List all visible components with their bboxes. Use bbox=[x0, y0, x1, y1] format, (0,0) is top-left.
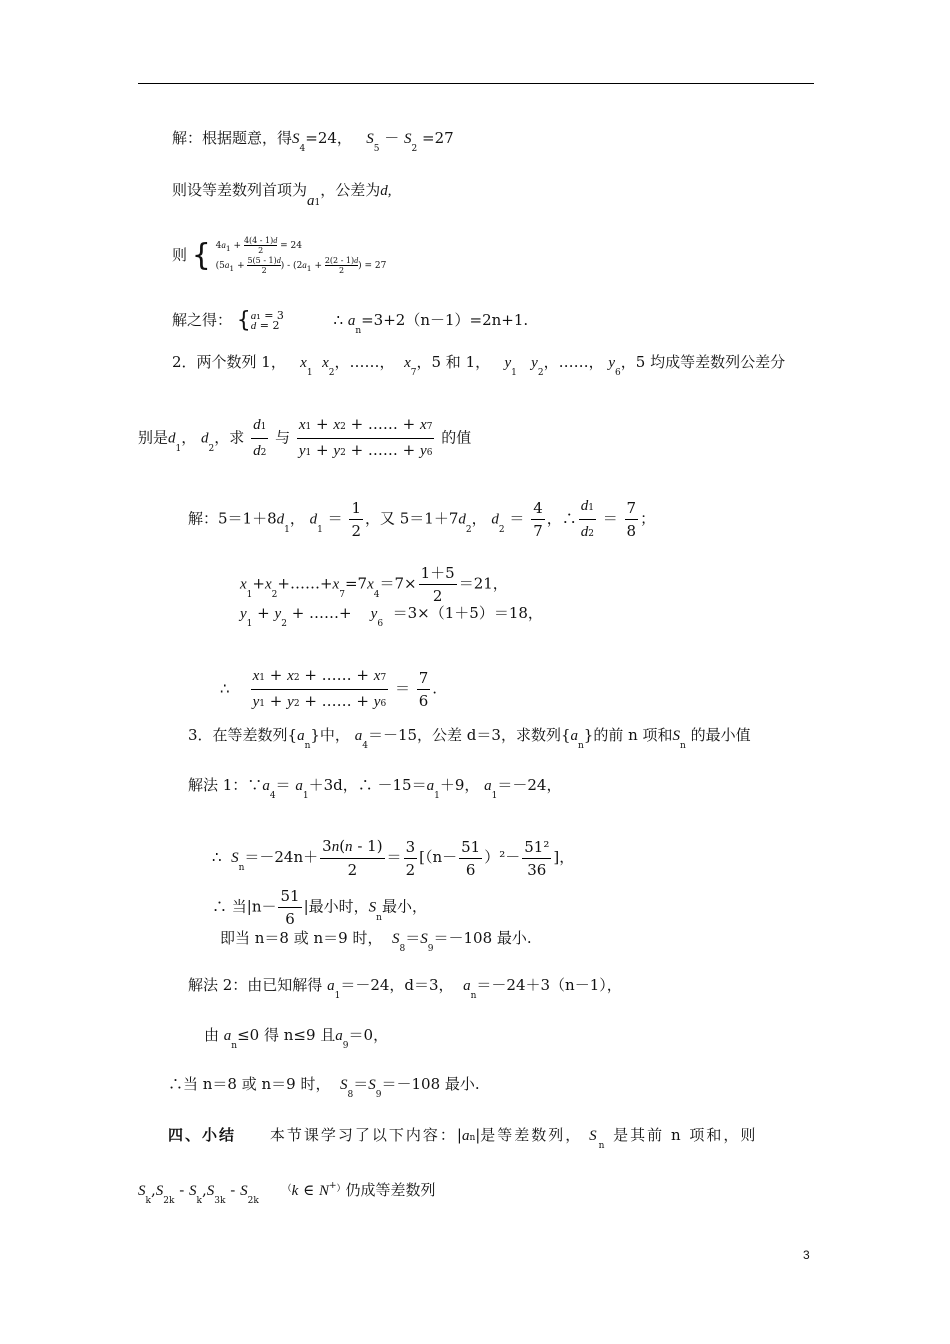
text: ，求 bbox=[214, 428, 245, 447]
text: 是其前 n 项和，则 bbox=[613, 1126, 758, 1144]
text: 解法 2：由已知解得 bbox=[188, 976, 323, 994]
text: ＝－24， bbox=[497, 776, 562, 794]
text: ∴ bbox=[212, 848, 222, 866]
text: ∴当 n＝8 或 n＝9 时， bbox=[168, 1075, 331, 1093]
text: 的最小值 bbox=[690, 726, 751, 744]
text: 解法 1：∵ bbox=[188, 776, 263, 794]
text: =24， bbox=[305, 129, 352, 147]
text: 的值 bbox=[441, 428, 472, 447]
text: ，……， bbox=[334, 353, 395, 371]
equation-system bbox=[172, 236, 386, 276]
text: ＝3×（1＋5）＝18， bbox=[392, 604, 543, 622]
text: ＝－108 最小. bbox=[433, 929, 532, 947]
text: ＝－15，公差 d＝3，求数列{ bbox=[367, 726, 571, 744]
problem-2-line-1: 2．两个数列 1， $x_1$ $x_2$，……， $x_7$，5 和 1， $y_1$ $y_2$，……， $y_6$，5 均成等差数列公差分 bbox=[172, 353, 786, 378]
text: ，又 5＝1＋7 bbox=[364, 509, 459, 528]
text: 与 bbox=[275, 428, 291, 447]
text: 则设等差数列首项为 bbox=[172, 181, 308, 199]
section-title: 四、小结 bbox=[168, 1126, 237, 1144]
solution-result: 解之得： { a₁ = 3 d = 2 ∴ $a_n=3+2(n-1)=2n+1$. bbox=[172, 308, 529, 336]
text: ＝－108 最小. bbox=[381, 1075, 480, 1093]
text: 别是 bbox=[138, 428, 169, 447]
text: 仍成等差数列 bbox=[345, 1181, 436, 1199]
method-1-line-2: ∴ $S_n=-24n+$ $\frac{3n(n - 1)}{2}$ ＝ $\frac{3}{2}$ [（n－ $\frac{51}{6}$ ）²－ $\frac{\text{51²}}{36}$ ]， bbox=[212, 837, 575, 879]
summary-line-1: 四、小结 本节课学习了以下内容：|an|是等差数列， $S_n$ 是其前 n 项和，则 bbox=[168, 1126, 758, 1151]
text: ∴ bbox=[333, 311, 344, 329]
text: ，5 均成等差数列公差分 bbox=[620, 353, 786, 371]
text: ＝0， bbox=[348, 1026, 389, 1044]
text: ，公差为 bbox=[320, 181, 381, 199]
text: 是等差数列， bbox=[480, 1126, 583, 1144]
text: 2．两个数列 1， bbox=[172, 353, 286, 371]
text: ，……， bbox=[543, 353, 604, 371]
text: ＝－24，d＝3， bbox=[340, 976, 454, 994]
text: ]， bbox=[553, 848, 575, 866]
summary-line-2: $S_k,S_{2k} - S_k,S_{3k} - S_{2k}$ （k ∈ N+）仍成等差数列 bbox=[138, 1181, 436, 1206]
text: ，∴ bbox=[546, 509, 577, 528]
text: }的前 n 项和 bbox=[583, 726, 673, 744]
text: ＝－24＋3（n－1）， bbox=[476, 976, 622, 994]
text: ＝7× bbox=[379, 574, 417, 593]
solution-2-line-4: ∴ $\frac{x1 + x2 + \dots\dots + x7}{y1 + y2 + \dots\dots + y6}$ ＝ $\frac{7}{6}$ . bbox=[220, 666, 438, 710]
method-1-line-4: 即当 n＝8 或 n＝9 时， $S_8=S_9=-108$ 最小. bbox=[220, 929, 532, 954]
text: ∴ bbox=[220, 679, 230, 698]
text: 即当 n＝8 或 n＝9 时， bbox=[220, 929, 383, 947]
method-2-line-2: 由 $a_n\le 0$ 得 n≤9 且$a_9=0$， bbox=[204, 1026, 389, 1051]
text: }中， bbox=[310, 726, 350, 744]
method-2-line-3: ∴当 n＝8 或 n＝9 时， $S_8=S_9=-108$ 最小. bbox=[168, 1075, 480, 1100]
page-number: 3 bbox=[803, 1248, 810, 1262]
text: 解之得： bbox=[172, 311, 233, 329]
text: ＝－24n＋ bbox=[244, 848, 319, 866]
solution-2-line-3: $y_1 + y_2$ + ……+ $y_6 =3\times(1+5)=18$， bbox=[240, 604, 543, 629]
text: |最小时， bbox=[303, 897, 369, 916]
text: 本节课学习了以下内容： bbox=[269, 1126, 457, 1144]
text: 3．在等差数列{ bbox=[188, 726, 298, 744]
problem-3: 3．在等差数列$\{a_n\}$中， $a_4=-15$，公差 d＝3，求数列$\{a_n\}$的前 n 项和$S_n$ 的最小值 bbox=[188, 726, 751, 751]
text: =27 bbox=[422, 129, 454, 147]
brace-symbol: { bbox=[236, 308, 251, 333]
text: ＋9， bbox=[439, 776, 480, 794]
text: =7 bbox=[344, 574, 368, 593]
text: [（n－ bbox=[419, 848, 458, 866]
problem-2-line-2: 别是$d_1$， $d_2$，求 $\frac{d1}{d2}$ 与 $\frac{x1 + x2 + \dots\dots + x7}{y1 + y2 + \dots\dots + y6}$ 的值 bbox=[138, 415, 472, 459]
method-2-line-1: 解法 2：由已知解得 $a_1=-24$，d＝3， $a_n=-24+3(n-1)$， bbox=[188, 976, 622, 1001]
text: － bbox=[384, 129, 400, 147]
text: ＝ bbox=[275, 776, 291, 794]
brace-symbol: { bbox=[191, 237, 211, 273]
text: 由 bbox=[204, 1026, 220, 1044]
text: 解：5＝1＋8 bbox=[188, 509, 277, 528]
system-body: $4a_1$ + $\frac{4(4 - 1)d}{2}$ = 24 ($5a_1$ + $\frac{5(5 - 1)d}{2}$ ) - ($2a_1$ + $\frac{2(2 - 1)d}{2}$ ) = 27 bbox=[215, 236, 387, 275]
solution-line-2: 则设等差数列首项为a1，公差为d, bbox=[172, 181, 392, 209]
text: ∴ 当|n－ bbox=[212, 897, 277, 916]
method-1-line-1: 解法 1：$\because a_4= a_1+3d$，∴ $-15=a_1+9$， $a_1=-24$， bbox=[188, 776, 562, 801]
text: =3+2（n－1）=2n+1. bbox=[361, 311, 529, 329]
text: ，5 和 1， bbox=[416, 353, 491, 371]
text: 解：根据题意，得 bbox=[172, 129, 293, 147]
text: ）²－ bbox=[484, 848, 521, 866]
text: 则 bbox=[172, 245, 188, 264]
text: ≤0 得 n≤9 且 bbox=[237, 1026, 336, 1044]
solution-2-line-2: $x_1+x_2+\dots\dots+x_7=7x_4=7\times$ $\frac{1+5}{2}$ ＝21， bbox=[240, 564, 508, 605]
solution-line-1: 解：根据题意，得$S_4=24$， $S_5 - S_2 =27$ bbox=[172, 129, 454, 154]
text: ＝21， bbox=[458, 574, 508, 593]
text: ＝ bbox=[353, 1075, 369, 1093]
text: ＋3d，∴ －15＝ bbox=[308, 776, 427, 794]
solution-2-line-1: 解：$5=1+8d_1$， $d_1$ ＝ $\frac{1}{2}$ ，又 $5=1+7d_2$， $d_2$ ＝ $\frac{4}{7}$ ，∴ $\frac{d1}{d2}$ ＝ $\frac{7}{8}$ ； bbox=[188, 494, 655, 545]
text: 最小， bbox=[381, 897, 427, 916]
text: ＝ bbox=[386, 848, 402, 866]
text: ＝ bbox=[405, 929, 421, 947]
header-rule bbox=[138, 83, 814, 84]
method-1-line-3: ∴ 当|n－ $\frac{51}{6}$ |最小时，$S_n$最小， bbox=[212, 887, 427, 928]
